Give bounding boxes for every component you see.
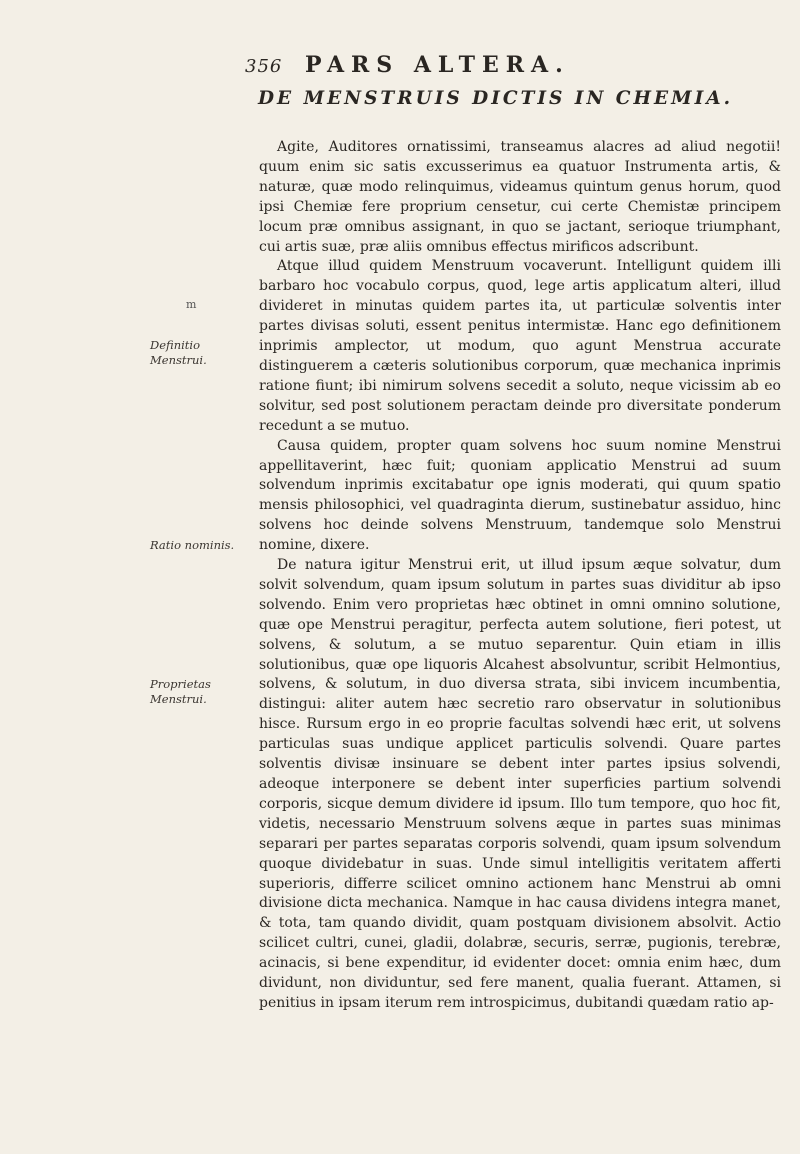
margin-note-proprietas: Proprietas Menstrui.	[150, 677, 211, 706]
paragraph-definition: Atque illud quidem Menstruum vocaverunt. Intelligunt quidem illi barbaro hoc vocabulo corpus, quod, lege artis applicatum alteri, illud divideret in minutas quidem partes ita, ut particulæ solventis inter partes divisas soluti, essent penitus intermistæ. Hanc ego definitionem inprimis amplector, ut modum, quo agunt Menstrua accurate distinguerem a cæteris solutionibus corporum, quæ mechanica inprimis ratione fiunt; ibi nimirum solvens secedit a soluto, neque vicissim ab eo solvitur, sed post solutionem peractam deinde pro diversitate ponderum recedunt a se mutuo.	[259, 258, 781, 434]
page-header	[245, 52, 740, 86]
body-text	[259, 138, 781, 1014]
paragraph-ratio: Causa quidem, propter quam solvens hoc suum nomine Menstrui appellitaverint, hæc fuit; quoniam applicatio Menstrui ad suum solvendum inprimis excitabatur ope ignis moderati, qui quum spatio mensis philosophici, vel quadraginta dierum, sustinebatur assiduo, hinc solvens hoc deinde solvens Menstruum, tandemque solo Menstrui nomine, dixere.	[259, 437, 781, 554]
margin-note-definition: Definitio Menstrui.	[150, 338, 207, 367]
margin-mark: m	[186, 298, 197, 311]
paragraph-intro: Agite, Auditores ornatissimi, transeamus alacres ad aliud negotii! quum enim sic satis excusserimus ea quatuor Instrumenta artis, & naturæ, quæ modo relinquimus, videamus quintum genus horum, quod ipsi Chemiæ fere proprium censetur, cui certe Chemistæ principem locum præ omnibus assignant, in quo se jactant, serioque triumphant, cui artis suæ, præ aliis omnibus effectus mirificos adscribunt.	[259, 139, 781, 255]
page-number: 356	[245, 56, 283, 77]
margin-note-ratio: Ratio nominis.	[150, 538, 235, 552]
running-head: PARS ALTERA.	[305, 52, 570, 78]
section-title: DE MENSTRUIS DICTIS IN CHEMIA.	[258, 88, 734, 109]
paragraph-proprietas: De natura igitur Menstrui erit, ut illud ipsum æque solvatur, dum solvit solvendum, quam ipsum solutum in partes suas dividitur ab ipso solvendo. Enim vero proprietas hæc obtinet in omni omnino solutione, quæ ope Menstrui peragitur, perfecta autem solutione, fieri potest, ut solvens, & solutum, a se mutuo separentur. Quin etiam in illis solutionibus, quæ ope liquoris Alcahest absolvuntur, scribit Helmontius, solvens, & solutum, in duo diversa strata, sibi invicem incumbentia, distingui: aliter autem hæc secretio raro observatur in solutionibus hisce. Rursum ergo in eo proprie facultas solvendi hæc erit, ut solvens particulas suas undique applicet particulis solvendi. Quare partes solventis divisæ insinuare se debent inter partes ipsius solvendi, adeoque interponere se debent inter superficies partium solvendi corporis, sicque demum dividere id ipsum. Illo tum tempore, quo hoc fit, videtis, necessario Menstruum solvens æque in partes suas minimas separari per partes separatas corporis solvendi, quam ipsum solvendum quoque dividebatur in suas. Unde simul intelligitis veritatem afferti superioris, differre scilicet omnino actionem hanc Menstrui ab omni divisione dicta mechanica. Namque in hac causa dividens integra manet, & tota, tam quando dividit, quam postquam divisionem absolvit. Actio scilicet cultri, cunei, gladii, dolabræ, securis, serræ, pugionis, terebræ, acinacis, si bene expenditur, id evidenter docet: omnia enim hæc, dum dividunt, non dividuntur, sed fere manent, qualia fuerant. Attamen, si penitius in ipsam iterum rem introspicimus, dubitandi quædam ratio ap-	[259, 557, 781, 1011]
